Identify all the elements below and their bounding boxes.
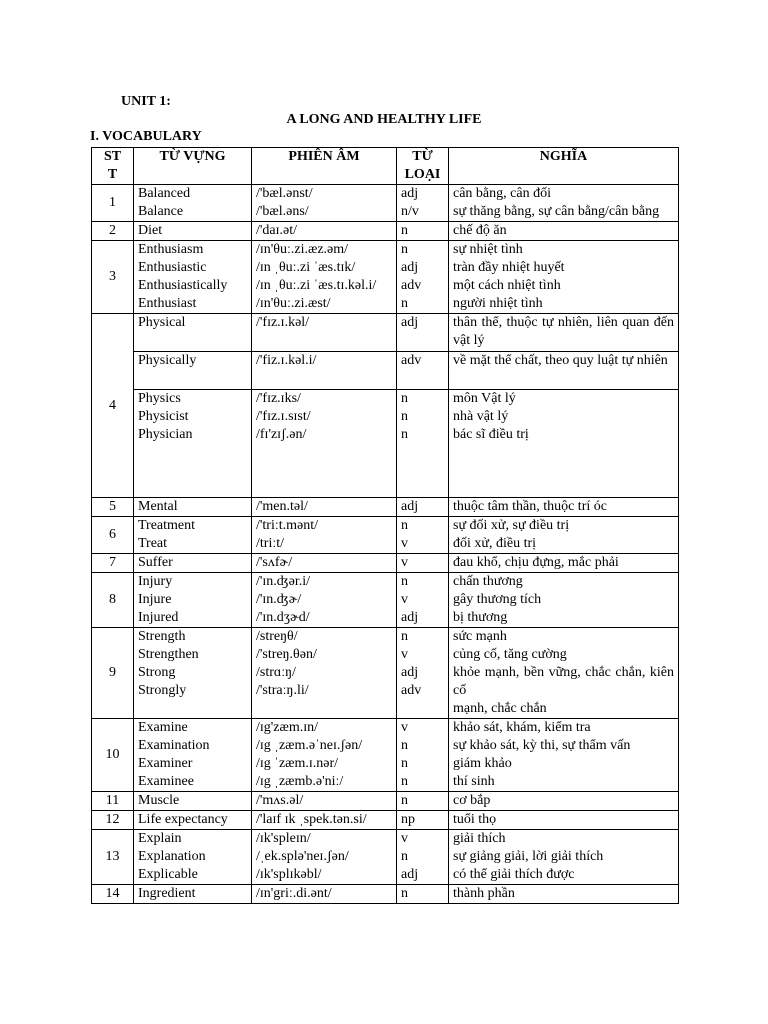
word-cell-line: Strong <box>138 665 176 680</box>
meaning-cell-line: chế độ ăn <box>453 223 507 238</box>
row-number: 11 <box>92 792 134 811</box>
meaning-cell-line: bác sĩ điều trị <box>453 427 529 442</box>
word-cell-line: Balanced <box>138 186 191 201</box>
word-cell <box>134 554 252 573</box>
pos-cell-line: adj <box>401 610 419 625</box>
row-number: 6 <box>92 517 134 554</box>
document-title <box>0 112 768 128</box>
row-number: 7 <box>92 554 134 573</box>
pos-cell <box>397 517 449 554</box>
pos-cell-line: n <box>401 756 408 771</box>
ipa-cell <box>252 811 397 830</box>
meaning-cell-line: thành phần <box>453 886 515 901</box>
word-cell <box>134 792 252 811</box>
row-number: 8 <box>92 573 134 628</box>
header-meaning: NGHĨA <box>449 148 679 185</box>
pos-cell-line: adj <box>401 499 419 514</box>
word-cell-line: Enthusiast <box>138 296 197 311</box>
meaning-cell <box>449 885 679 904</box>
word-cell <box>134 185 252 222</box>
meaning-cell-line: một cách nhiệt tình <box>453 278 561 293</box>
meaning-cell-line: cân bằng, cân đối <box>453 186 551 201</box>
table-row <box>92 628 679 719</box>
header-pos-line-1: TỪ <box>412 149 433 164</box>
pos-cell-line: adj <box>401 665 419 680</box>
word-cell-line: Examine <box>138 720 188 735</box>
ipa-cell <box>252 628 397 719</box>
ipa-cell <box>252 241 397 314</box>
meaning-cell <box>449 573 679 628</box>
word-cell-line: Physics <box>138 391 181 406</box>
word-cell <box>134 498 252 517</box>
meaning-cell <box>449 628 679 719</box>
pos-cell-line: adj <box>401 315 419 330</box>
pos-cell-line: n <box>401 296 408 311</box>
pos-cell <box>397 222 449 241</box>
ipa-cell <box>252 885 397 904</box>
table-row <box>92 554 679 573</box>
ipa-cell-line: /ɪk'splɪkəbl/ <box>256 867 322 882</box>
meaning-cell <box>449 352 679 390</box>
word-cell-line: Examination <box>138 738 210 753</box>
header-word: TỪ VỰNG <box>134 148 252 185</box>
pos-cell-line: n <box>401 223 408 238</box>
word-cell <box>134 719 252 792</box>
pos-cell <box>397 498 449 517</box>
meaning-cell-line: cơ bắp <box>453 793 491 808</box>
pos-cell-line: adj <box>401 186 419 201</box>
ipa-cell-line: /ɪn'θuː.zi.æst/ <box>256 296 331 311</box>
pos-cell <box>397 830 449 885</box>
word-cell <box>134 628 252 719</box>
word-cell-line: Diet <box>138 223 163 238</box>
meaning-cell-line: gây thương tích <box>453 592 542 607</box>
ipa-cell-line: /ɪn ˌθuː.zi ˈæs.tɪk/ <box>256 260 356 275</box>
meaning-cell-line: đối xử, điều trị <box>453 536 537 551</box>
word-cell-line: Balance <box>138 204 184 219</box>
word-cell-line: Examiner <box>138 756 193 771</box>
pos-cell-line: n <box>401 793 408 808</box>
pos-cell-line: n <box>401 886 408 901</box>
word-cell-line: Injury <box>138 574 173 589</box>
word-cell <box>134 314 252 352</box>
word-cell <box>134 517 252 554</box>
pos-cell <box>397 352 449 390</box>
ipa-cell <box>252 517 397 554</box>
ipa-cell-line: /ɪn'griː.di.ənt/ <box>256 886 332 901</box>
row-number: 2 <box>92 222 134 241</box>
ipa-cell <box>252 719 397 792</box>
header-stt-line-1: ST <box>103 149 122 164</box>
meaning-cell <box>449 390 679 498</box>
ipa-cell-line: /'mʌs.əl/ <box>256 793 304 808</box>
table-row <box>92 811 679 830</box>
meaning-cell <box>449 185 679 222</box>
ipa-cell-line: /'fɪz.ɪks/ <box>256 391 301 406</box>
pos-cell-line: n <box>401 629 408 644</box>
pos-cell-line: n <box>401 391 408 406</box>
pos-cell <box>397 241 449 314</box>
meaning-cell-line: khảo sát, khám, kiểm tra <box>453 720 591 735</box>
ipa-cell-line: /'ɪn.ʤɚ/ <box>256 592 302 607</box>
meaning-cell-line: môn Vật lý <box>453 391 516 406</box>
ipa-cell <box>252 185 397 222</box>
word-cell-line: Enthusiastic <box>138 260 207 275</box>
table-row <box>92 314 679 352</box>
ipa-cell-line: /strɑːŋ/ <box>256 665 296 680</box>
meaning-cell <box>449 792 679 811</box>
section-heading: I. VOCABULARY <box>90 129 202 144</box>
table-row <box>92 573 679 628</box>
ipa-cell <box>252 554 397 573</box>
meaning-cell-line: sự khảo sát, kỳ thi, sự thẩm vấn <box>453 738 631 753</box>
meaning-cell-line: thân thể, thuộc tự nhiên, liên quan đến vật lý <box>453 315 674 348</box>
ipa-cell-line: /ɪg'zæm.ɪn/ <box>256 720 319 735</box>
word-cell-line: Explanation <box>138 849 206 864</box>
ipa-cell-line: /'triːt.mənt/ <box>256 518 319 533</box>
ipa-cell-line: /'streŋ.θən/ <box>256 647 317 662</box>
row-number: 3 <box>92 241 134 314</box>
pos-cell-line: v <box>401 647 408 662</box>
word-cell-line: Muscle <box>138 793 180 808</box>
meaning-cell-line: đau khổ, chịu đựng, mắc phải <box>453 555 619 570</box>
ipa-cell-line: /triːt/ <box>256 536 284 551</box>
word-cell-line: Explain <box>138 831 182 846</box>
ipa-cell <box>252 792 397 811</box>
word-cell-line: Suffer <box>138 555 173 570</box>
pos-cell <box>397 719 449 792</box>
word-cell <box>134 222 252 241</box>
pos-cell-line: v <box>401 592 408 607</box>
meaning-cell <box>449 719 679 792</box>
ipa-cell-line: /ɪg ˌzæm.əˈneɪ.ʃən/ <box>256 738 363 753</box>
ipa-cell-line: /ɪg ˌzæmb.ə'niː/ <box>256 774 344 789</box>
ipa-cell-line: /'ɪn.ʤər.i/ <box>256 574 311 589</box>
ipa-cell-line: /'bæl.əns/ <box>256 204 309 219</box>
word-cell <box>134 573 252 628</box>
meaning-cell-line: khỏe mạnh, bền vững, chắc chắn, kiên cố <box>453 665 674 698</box>
meaning-cell-line: sự giảng giải, lời giải thích <box>453 849 604 864</box>
meaning-cell-line: chấn thương <box>453 574 523 589</box>
ipa-cell-line: /streŋθ/ <box>256 629 298 644</box>
ipa-cell-line: /ɪg ˈzæm.ɪ.nər/ <box>256 756 339 771</box>
pos-cell-line: adj <box>401 260 419 275</box>
ipa-cell-line: /'bæl.ənst/ <box>256 186 313 201</box>
header-ipa: PHIÊN ÂM <box>252 148 397 185</box>
pos-cell <box>397 314 449 352</box>
pos-cell-line: n <box>401 409 408 424</box>
ipa-cell <box>252 314 397 352</box>
word-cell-line: Enthusiasm <box>138 242 204 257</box>
table-header-row <box>92 148 679 185</box>
row-number: 12 <box>92 811 134 830</box>
meaning-cell-line: sự thăng bằng, sự cân bằng/cân bằng <box>453 204 660 219</box>
pos-cell-line: n <box>401 849 408 864</box>
ipa-cell <box>252 830 397 885</box>
pos-cell-line: n <box>401 427 408 442</box>
table-row <box>92 390 679 498</box>
pos-cell-line: adv <box>401 353 422 368</box>
word-cell-line: Strongly <box>138 683 187 698</box>
pos-cell <box>397 811 449 830</box>
table-row <box>92 885 679 904</box>
pos-cell-line: v <box>401 555 408 570</box>
meaning-cell-line: củng cố, tăng cường <box>453 647 567 662</box>
ipa-cell-line: /fɪ'zɪʃ.ən/ <box>256 427 307 442</box>
word-cell-line: Ingredient <box>138 886 196 901</box>
ipa-cell-line: /ˌek.splə'neɪ.ʃən/ <box>256 849 349 864</box>
pos-cell <box>397 885 449 904</box>
pos-cell-line: v <box>401 536 408 551</box>
word-cell-line: Physician <box>138 427 193 442</box>
pos-cell-line: n <box>401 242 408 257</box>
pos-cell-line: n <box>401 574 408 589</box>
vocabulary-table <box>91 147 679 904</box>
pos-cell <box>397 573 449 628</box>
meaning-cell-line: giám khảo <box>453 756 512 771</box>
pos-cell-line: v <box>401 831 408 846</box>
word-cell-line: Strengthen <box>138 647 199 662</box>
pos-cell-line: np <box>401 812 415 827</box>
word-cell-line: Injured <box>138 610 179 625</box>
pos-cell <box>397 554 449 573</box>
meaning-cell <box>449 517 679 554</box>
row-number: 4 <box>92 314 134 498</box>
header-pos-line-2: LOẠI <box>404 167 441 182</box>
word-cell <box>134 811 252 830</box>
meaning-cell <box>449 498 679 517</box>
table-row <box>92 792 679 811</box>
word-cell-line: Life expectancy <box>138 812 228 827</box>
ipa-cell <box>252 498 397 517</box>
header-stt <box>92 148 134 185</box>
pos-cell <box>397 792 449 811</box>
table-row <box>92 719 679 792</box>
meaning-cell-line: giải thích <box>453 831 506 846</box>
ipa-cell <box>252 390 397 498</box>
pos-cell-line: n <box>401 774 408 789</box>
row-number: 13 <box>92 830 134 885</box>
pos-cell-line: n <box>401 518 408 533</box>
meaning-cell-line: nhà vật lý <box>453 409 509 424</box>
word-cell-line: Enthusiastically <box>138 278 228 293</box>
pos-cell-line: v <box>401 720 408 735</box>
word-cell-line: Examinee <box>138 774 194 789</box>
meaning-cell-line: mạnh, chắc chắn <box>453 701 547 716</box>
ipa-cell-line: /ɪn ˌθuː.zi ˈæs.tɪ.kəl.i/ <box>256 278 377 293</box>
ipa-cell-line: /'laɪf ɪk ˌspek.tən.si/ <box>256 812 367 827</box>
word-cell-line: Physical <box>138 315 186 330</box>
meaning-cell <box>449 554 679 573</box>
word-cell <box>134 352 252 390</box>
meaning-cell <box>449 222 679 241</box>
pos-cell-line: adv <box>401 278 422 293</box>
pos-cell-line: adv <box>401 683 422 698</box>
ipa-cell-line: /ɪk'spleɪn/ <box>256 831 311 846</box>
pos-cell <box>397 390 449 498</box>
ipa-cell-line: /'fiz.ɪ.kəl.i/ <box>256 353 317 368</box>
word-cell-line: Treat <box>138 536 168 551</box>
table-row <box>92 352 679 390</box>
pos-cell-line: n <box>401 738 408 753</box>
word-cell <box>134 241 252 314</box>
meaning-cell-line: bị thương <box>453 610 508 625</box>
word-cell-line: Injure <box>138 592 172 607</box>
pos-cell <box>397 185 449 222</box>
meaning-cell-line: thí sinh <box>453 774 495 789</box>
table-row <box>92 222 679 241</box>
ipa-cell-line: /'men.təl/ <box>256 499 308 514</box>
table-row <box>92 517 679 554</box>
row-number: 10 <box>92 719 134 792</box>
row-number: 1 <box>92 185 134 222</box>
meaning-cell <box>449 314 679 352</box>
ipa-cell <box>252 573 397 628</box>
table-row <box>92 241 679 314</box>
table-row <box>92 830 679 885</box>
word-cell-line: Mental <box>138 499 178 514</box>
header-pos <box>397 148 449 185</box>
ipa-cell-line: /ɪn'θuː.zi.æz.əm/ <box>256 242 349 257</box>
word-cell <box>134 885 252 904</box>
meaning-cell-line: sức mạnh <box>453 629 507 644</box>
row-number: 14 <box>92 885 134 904</box>
word-cell-line: Strength <box>138 629 186 644</box>
ipa-cell-line: /'sʌfɚ/ <box>256 555 293 570</box>
pos-cell-line: n/v <box>401 204 419 219</box>
meaning-cell-line: tràn đầy nhiệt huyết <box>453 260 565 275</box>
pos-cell <box>397 628 449 719</box>
ipa-cell-line: /'fɪz.ɪ.kəl/ <box>256 315 310 330</box>
row-number: 5 <box>92 498 134 517</box>
row-number: 9 <box>92 628 134 719</box>
meaning-cell-line: có thể giải thích được <box>453 867 575 882</box>
document-title-text: A LONG AND HEALTHY LIFE <box>286 112 482 127</box>
meaning-cell-line: về mặt thể chất, theo quy luật tự nhiên <box>453 353 668 368</box>
word-cell-line: Explicable <box>138 867 198 882</box>
table-row <box>92 185 679 222</box>
meaning-cell <box>449 830 679 885</box>
header-stt-line-2: T <box>107 167 118 182</box>
meaning-cell-line: sự nhiệt tình <box>453 242 523 257</box>
ipa-cell-line: /'fɪz.ɪ.sɪst/ <box>256 409 311 424</box>
ipa-cell-line: /'daɪ.ət/ <box>256 223 298 238</box>
word-cell <box>134 390 252 498</box>
ipa-cell-line: /'strаːŋ.li/ <box>256 683 309 698</box>
ipa-cell <box>252 222 397 241</box>
meaning-cell <box>449 811 679 830</box>
ipa-cell-line: /'ɪn.dʒɚd/ <box>256 610 310 625</box>
meaning-cell-line: sự đối xử, sự điều trị <box>453 518 570 533</box>
word-cell <box>134 830 252 885</box>
table-row <box>92 498 679 517</box>
meaning-cell-line: thuộc tâm thần, thuộc trí óc <box>453 499 607 514</box>
meaning-cell <box>449 241 679 314</box>
word-cell-line: Physicist <box>138 409 189 424</box>
meaning-cell-line: người nhiệt tình <box>453 296 543 311</box>
word-cell-line: Physically <box>138 353 197 368</box>
word-cell-line: Treatment <box>138 518 196 533</box>
meaning-cell-line: tuổi thọ <box>453 812 497 827</box>
ipa-cell <box>252 352 397 390</box>
pos-cell-line: adj <box>401 867 419 882</box>
unit-heading: UNIT 1: <box>121 94 171 109</box>
